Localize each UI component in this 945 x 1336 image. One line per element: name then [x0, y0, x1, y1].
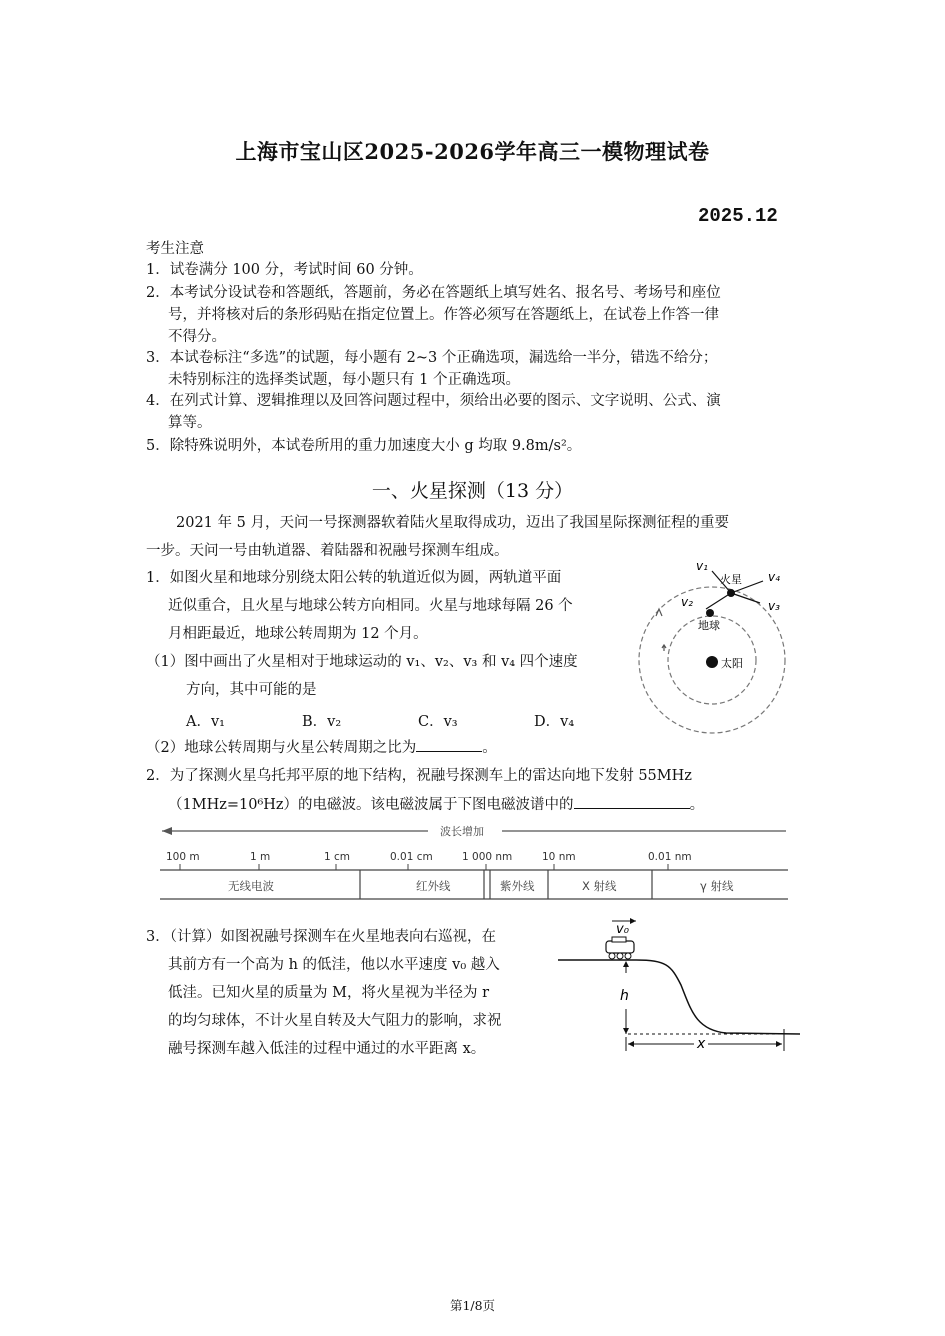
sun-label: 太阳 — [721, 657, 743, 670]
q1-line-3: 月相距最近，地球公转周期为 12 个月。 — [168, 626, 428, 642]
band-infrared: 红外线 — [416, 879, 451, 893]
notice-item-5: 5．除特殊说明外，本试卷所用的重力加速度大小 g 均取 9.8m/s²。 — [146, 438, 582, 454]
h-arrow-head-top — [623, 961, 629, 967]
band-xray: X 射线 — [582, 879, 617, 893]
mars-label: 火星 — [720, 573, 742, 586]
q1-option-d: D．v₄ — [534, 714, 575, 730]
earth-label: 地球 — [698, 619, 720, 632]
q3-line-5: 融号探测车越入低洼的过程中通过的水平距离 x。 — [168, 1041, 486, 1057]
rover-body — [606, 941, 634, 953]
em-spectrum — [158, 822, 790, 902]
tick-label-1m: 1 m — [250, 851, 271, 863]
notice-item-1: 1．试卷满分 100 分，考试时间 60 分钟。 — [146, 262, 423, 278]
tick-label-1000nm: 1 000 nm — [462, 851, 513, 863]
band-ultraviolet: 紫外线 — [500, 879, 535, 893]
tick-label-100m: 100 m — [166, 851, 200, 863]
terrain-diagram — [556, 915, 802, 1055]
q3-line-2: 其前方有一个高为 h 的低洼，他以水平速度 v₀ 越入 — [168, 957, 500, 973]
h-label: h — [620, 988, 629, 1004]
orbit-direction-arrow-inner — [662, 645, 666, 651]
notice-item-2: 2．本考试分设试卷和答题纸，答题前，务必在答题纸上填写姓名、报名号、考场号和座位 — [146, 285, 721, 301]
tick-label-10nm: 10 nm — [542, 851, 576, 863]
q3-line-4: 的均匀球体，不计火星自转及大气阻力的影响，求祝 — [168, 1013, 502, 1029]
section-intro-1: 2021 年 5 月，天问一号探测器软着陆火星取得成功，迈出了我国星际探测征程的重要 — [176, 515, 729, 531]
q1-option-a: A．v₁ — [186, 714, 225, 730]
notice-item-2-cont: 号，并将核对后的条形码贴在指定位置上。作答必须写在答题纸上，在试卷上作答一律 — [168, 307, 719, 323]
q3-line-1: 3．（计算）如图祝融号探测车在火星地表向右巡视，在 — [146, 929, 496, 945]
v1-label: v₁ — [696, 559, 708, 573]
q1-sub1-line-2: 方向，其中可能的是 — [186, 682, 317, 698]
section-heading: 一、火星探测（13 分） — [371, 480, 574, 502]
wavelength-arrow-label: 波长增加 — [440, 825, 484, 838]
q1-sub1-line-1: （1）图中画出了火星相对于地球运动的 v₁、v₂、v₃ 和 v₄ 四个速度 — [146, 654, 578, 670]
notice-item-4: 4．在列式计算、逻辑推理以及回答问题过程中，须给出必要的图示、文字说明、公式、演 — [146, 393, 721, 409]
q1-sub2-end: 。 — [482, 740, 497, 756]
band-gamma: γ 射线 — [700, 879, 734, 893]
notice-item-3-cont: 未特别标注的选择类试题，每小题只有 1 个正确选项。 — [168, 372, 520, 388]
rover-wheel-1 — [609, 953, 615, 959]
q1-line-1: 1．如图火星和地球分别绕太阳公转的轨道近似为圆，两轨道平面 — [146, 570, 562, 586]
q3-line-3: 低洼。已知火星的质量为 M，将火星视为半径为 r — [168, 985, 489, 1001]
band-radio: 无线电波 — [228, 879, 274, 893]
v0-label: v₀ — [616, 922, 629, 937]
q2-line-1: 2．为了探测火星乌托邦平原的地下结构，祝融号探测车上的雷达向地下发射 55MHz — [146, 768, 692, 784]
notice-item-4-cont: 算等。 — [168, 415, 212, 431]
exam-date: 2025.12 — [698, 205, 778, 227]
earth-dot — [706, 609, 714, 617]
v2-arrow — [706, 593, 731, 609]
x-arrow-head-left — [628, 1041, 634, 1047]
terrain-curve — [558, 960, 800, 1034]
orbit-diagram — [626, 556, 801, 738]
tick-label-1cm: 1 cm — [324, 851, 351, 863]
q1-option-b: B．v₂ — [302, 714, 342, 730]
q1-option-c: C．v₃ — [418, 714, 458, 730]
q2-line-2 — [168, 794, 704, 816]
v4-label: v₄ — [768, 570, 780, 584]
sun-dot — [706, 656, 718, 668]
page-title: 上海市宝山区2025-2026学年高三一模物理试卷 — [235, 139, 710, 164]
v3-label: v₃ — [768, 599, 780, 613]
rover-wheel-2 — [617, 953, 623, 959]
x-label: x — [697, 1036, 706, 1052]
section-intro-2: 一步。天问一号由轨道器、着陆器和祝融号探测车组成。 — [146, 543, 509, 559]
notice-item-3: 3．本试卷标注“多选”的试题，每小题有 2~3 个正确选项，漏选给一半分，错选不给分； — [146, 350, 718, 366]
q1-answer-blank — [416, 737, 482, 752]
wavelength-arrow-head — [162, 827, 172, 835]
page-footer: 第1/8页 — [449, 1298, 496, 1313]
v2-label: v₂ — [681, 595, 693, 609]
q2-line-2-end: 。 — [689, 797, 705, 813]
q2-answer-blank — [574, 794, 690, 809]
q1-sub2 — [146, 737, 497, 759]
q1-sub2-text: （2）地球公转周期与火星公转周期之比为 — [146, 740, 417, 756]
notice-item-2-cont2: 不得分。 — [168, 329, 226, 345]
tick-label-001cm: 0.01 cm — [390, 851, 433, 863]
orbit-direction-arrow-outer — [656, 609, 662, 616]
rover-top — [612, 937, 626, 942]
v0-arrow-head — [630, 918, 636, 924]
tick-label-001nm: 0.01 nm — [648, 851, 692, 863]
h-arrow-head-bottom — [623, 1028, 629, 1034]
q1-line-2: 近似重合，且火星与地球公转方向相同。火星与地球每隔 26 个 — [168, 598, 573, 614]
notice-heading: 考生注意 — [146, 241, 204, 257]
rover-wheel-3 — [625, 953, 631, 959]
q2-line-2-text: （1MHz=10⁶Hz）的电磁波。该电磁波属于下图电磁波谱中的 — [168, 797, 574, 813]
x-arrow-head-right — [776, 1041, 782, 1047]
